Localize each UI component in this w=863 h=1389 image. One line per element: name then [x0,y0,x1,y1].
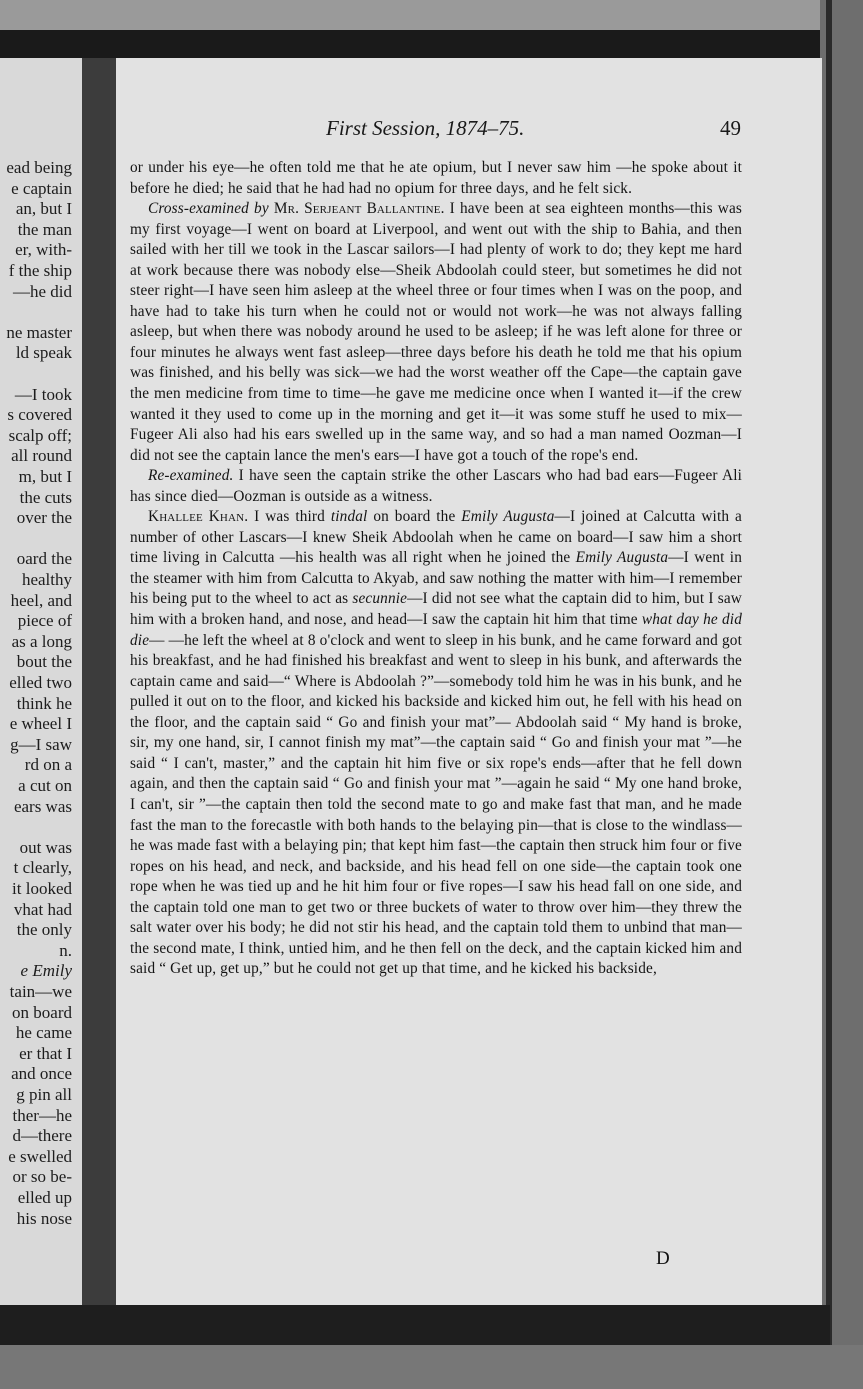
text-run: —I went in the steamer with him from Calcutta to Akyab, and saw nothing the matter with him—I remember his being put to the wheel to act as [130,549,742,608]
paragraph-re-examination [130,466,742,507]
paragraph-text: I have been at sea eighteen months—this was my first voyage—I went on board at Liverpool, and went out with the ship to Bahia, and then sailed with her till we took in the Lascar sailors—I had plenty of work to do; they kept me hard at work because there was nobody else—Sheik Abdoolah could steer, but sometimes he did not steer right—I have seen him asleep at the wheel three or four times when I was on the poop, and have had to take his turn when he could not or would not work—he was not always falling asleep, but when there was nobody around he used to be asleep; if he was left alone for three or four minutes he always went fast asleep—three days before his death he told me that his opium was finished, and his belly was sick—we had the worst weather off the Cape—the captain gave the men medicine from time to time—he gave me medicine once when I wanted it—if the crew wanted it they used to come up in the morning and get it—it was some stuff he used to mix—Fugeer Ali also had his ears swelled up in the same way, and so had a man named Oozman—I did not see the captain lance the men's ears—I have got a touch of the rope's end. [130,200,742,464]
left-page-line: vhat had [13,899,72,919]
left-page-line: n. [59,940,72,960]
left-page-line: all round [11,446,72,466]
witness-name: Khallee Khan. [148,508,249,526]
left-page-line: scalp off; [8,425,72,445]
text-run: —I joined at Calcutta with a number of other Lascars—I knew Sheik Abdoolah when he came on board—I saw him a short time living in Calcutta —his health was all right when he joined the [130,508,742,567]
left-page-line: and once [11,1064,72,1084]
left-page-line: it looked [12,879,72,898]
body-text [130,158,742,980]
ship-name: Emily Augusta [575,549,669,567]
left-page-line: e swelled [8,1146,72,1166]
scan-bottom-margin [0,1345,863,1389]
left-page-line: think he [16,693,72,713]
left-page-line: m, but I [18,467,72,486]
left-page-line: the cuts [19,487,72,507]
left-page-line: d—there [12,1126,72,1146]
document-page [116,58,822,1306]
left-page-line: ead being [6,158,72,177]
book-gutter [82,58,118,1308]
page-number: 49 [720,116,741,140]
left-page-line: e Emily [20,961,72,981]
left-page-line: s covered [7,405,72,425]
left-page-line: heel, and [10,590,72,610]
left-page-line: ears was [13,796,72,816]
text-run-italic: secunnie [352,590,408,608]
left-page-line: g—I saw [10,734,72,754]
left-page-line: oard the [16,549,72,569]
left-page-line: g pin all [16,1085,72,1104]
paragraph-text: or under his eye—he often told me that he ate opium, but I never saw him —he spoke about it before he died; he said that he had had no opium for three days, and he felt sick. [130,159,742,197]
left-page-line: elled up [17,1188,72,1207]
left-page-line: or so be- [12,1167,72,1187]
text-run: —I did not see what the captain did to him, but I saw him with a broken hand, and nose, and head—I saw the captain hit him that time [130,590,742,629]
left-page-line: ld speak [15,343,72,363]
left-page-line: on board [12,1002,72,1022]
paragraph-testimony-end [130,158,742,199]
left-page-line: ther—he [12,1105,72,1125]
left-page-line: ne master [6,322,72,342]
left-page-line: e wheel I [9,714,72,734]
left-page-line: an, but I [15,199,72,219]
signature-mark: D [656,1248,670,1269]
left-page-line: f the ship [8,261,72,280]
left-page-line: elled two [9,673,72,692]
text-run: — —he left the wheel at 8 o'clock and went to sleep in his bunk, and he came forward and got his breakfast, and he had finished his breakfast and went to sleep in his bunk, and afterwards the captain came and said—“ Where is Abdoolah ?”—somebody told him he was in his bunk, and he pulled it out on to the floor, and kicked his backside and kicked him out, he fell with his head on the floor, and the captain said “ Go and finish your mat”— Abdoolah said “ My hand is broke, sir, my one hand, sir, I cannot finish my mat”—the captain said “ Go and finish your mat ”—he said “ I can't, master,” and the captain hit him five or six rope's ends—after that he fell down again, and then the captain said “ Go and finish your mat ”—again he said “ My one hand broke, I can't, sir ”—the captain then told the second mate to go and make fast that man, and he made fast the man to the forecastle with both hands to the belaying pin—that is close to the windlass—he was made fast with a belaying pin; that kept him fast—the captain then struck him four or five ropes on his head, and neck, and backside, and his head fell on one side—the captain took one rope when he was tied up and he hit him four or five ropes—I saw his head fall on one side, and the captain told one man to get two or three buckets of water to throw over him—they threw the salt water over his body; he did not stir his head, and the captain told them to unbind that man—the second mate, I think, untied him, and he then fell on the deck, and the captain kicked him and said “ Get up, get up,” but he could not get up that time, and he kicked his backside, [130,631,742,978]
left-page-line: the only [16,920,72,940]
scan-binding-shadow-top [0,30,830,60]
paragraph-cross-examination [130,199,742,466]
section-label: Cross-examined by [148,200,269,218]
left-page-line: healthy [21,570,72,589]
left-page-line: the man [17,219,72,239]
left-page-line: over the [16,508,72,528]
left-page-line: er that I [19,1043,72,1063]
left-page-line: out was [19,837,72,857]
left-page-line: t clearly, [13,858,72,878]
paragraph-witness-testimony [130,507,742,980]
section-label: Re-examined. [148,467,234,485]
left-page-line: piece of [17,611,72,631]
left-page-line: rd on a [24,755,72,775]
text-run: on board the [367,508,462,526]
text-run-italic: tindal [330,508,368,526]
counsel-name: Mr. Serjeant Ballantine. [273,200,445,218]
running-header [116,116,822,142]
left-page-line: er, with- [15,240,72,260]
text-run: I was third [248,508,331,526]
left-page-line: bout the [16,652,72,672]
left-page-line: —he did [12,281,72,301]
left-page-line: as a long [11,631,72,651]
left-page-line: his nose [16,1208,72,1228]
text-run-italic: what day he did die [130,611,742,649]
scan-binding-shadow-bottom [0,1305,830,1345]
scan-right-shadow [826,0,832,1389]
left-page-line: a cut on [18,776,72,795]
left-page-line: he came [15,1023,72,1043]
paragraph-text: I have seen the captain strike the other Lascars who had bad ears—Fugeer Ali has since died—Oozman is outside as a witness. [130,467,742,505]
left-page-line: —I took [14,384,72,404]
running-title: First Session, 1874–75. [326,116,525,140]
left-page-line: tain—we [9,982,72,1001]
scan-top-margin [0,0,863,34]
left-page-line: e captain [11,178,72,198]
left-facing-page [0,58,82,1308]
ship-name: Emily Augusta [461,508,555,526]
